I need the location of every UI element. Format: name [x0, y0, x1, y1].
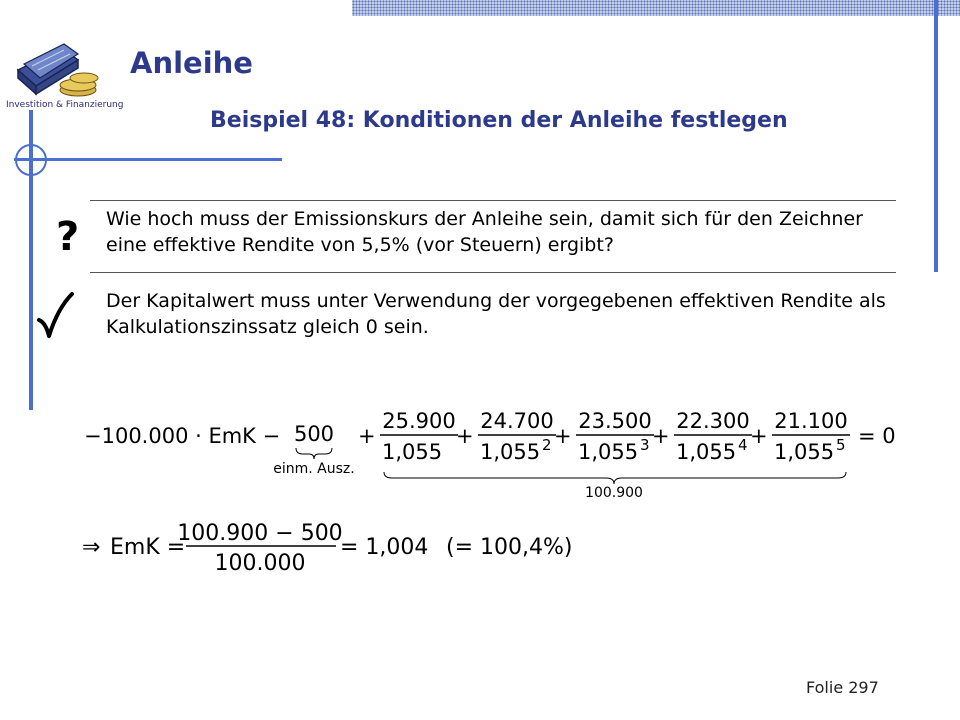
formula1-lead: −100.000 · EmK −	[84, 424, 281, 448]
term-numerator: 25.900	[382, 409, 456, 433]
term-denominator: 1,055	[382, 440, 443, 464]
logo-caption: Investition & Finanzierung	[6, 100, 124, 110]
term-denominator: 1,055	[774, 440, 835, 464]
question-text: Wie hoch muss der Emissionskurs der Anleihe sein, damit sich für den Zeichner eine effektive Rendite von 5,5% (vor Steuern) ergibt?	[106, 208, 863, 256]
formula1-result: = 0	[858, 424, 896, 448]
plus-sign: +	[456, 424, 474, 448]
formula1-fee-label: einm. Ausz.	[273, 461, 355, 477]
term-denominator: 1,055	[480, 440, 541, 464]
term-numerator: 23.500	[578, 409, 652, 433]
term-exponent: 3	[640, 436, 650, 454]
plus-sign: +	[652, 424, 670, 448]
page-subtitle: Beispiel 48: Konditionen der Anleihe festlegen	[210, 108, 788, 133]
term-denominator: 1,055	[676, 440, 737, 464]
term-numerator: 22.300	[676, 409, 750, 433]
page-title: Anleihe	[130, 46, 253, 80]
formula1-sum-label: 100.900	[585, 485, 643, 501]
answer-text: Der Kapitalwert muss unter Verwendung der vorgegebenen effektiven Rendite als Kalkulationszinssatz gleich 0 sein.	[106, 290, 886, 338]
slide-number: Folie 297	[806, 678, 879, 697]
plus-sign: +	[554, 424, 572, 448]
plus-sign: +	[358, 424, 376, 448]
implies-arrow: ⇒	[82, 535, 101, 560]
formula1-fee-value: 500	[293, 422, 335, 446]
formula2-percent: (= 100,4%)	[446, 535, 573, 560]
formula2-lhs: EmK =	[110, 535, 186, 560]
term-numerator: 21.100	[774, 409, 848, 433]
formula2-numerator: 100.900 − 500	[177, 521, 343, 546]
question-mark-icon: ?	[56, 214, 80, 260]
term-exponent: 4	[738, 436, 748, 454]
formula2-denominator: 100.000	[214, 551, 306, 576]
formula2-result: = 1,004	[340, 535, 429, 560]
term-numerator: 24.700	[480, 409, 554, 433]
term-denominator: 1,055	[578, 440, 639, 464]
term-exponent: 5	[836, 436, 846, 454]
term-exponent: 2	[542, 436, 552, 454]
plus-sign: +	[750, 424, 768, 448]
